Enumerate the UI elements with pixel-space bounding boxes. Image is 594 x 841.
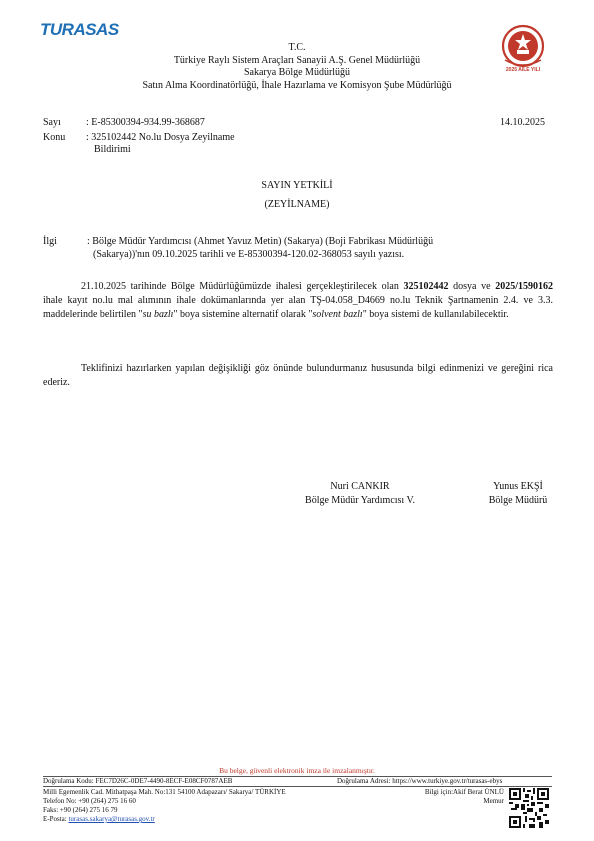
- header-company: Türkiye Raylı Sistem Araçları Sanayii A.Ş. Genel Müdürlüğü: [173, 54, 421, 66]
- footer-address: Milli Egemenlik Cad. Mithatpaşa Mah. No:131 54100 Adapazarı/ Sakarya/ TÜRKİYE: [43, 788, 286, 796]
- header-department: Satın Alma Koordinatörlüğü, İhale Hazırlama ve Komisyon Şube Müdürlüğü: [142, 79, 452, 91]
- konu-label: Konu: [43, 132, 66, 143]
- email-link[interactable]: turasas.sakarya@turasas.gov.tr: [68, 815, 155, 823]
- ilgi-line-2: (Sakarya))'nın 09.10.2025 tarihli ve E-85300394-120.02-368053 sayılı yazısı.: [93, 249, 405, 260]
- qr-code-icon: [509, 788, 549, 828]
- p1-text-c: ihale kayıt no.lu mal alımının ihale dokümanlarında yer alan TŞ-04.058_D4669 no.lu Teknik Şartnamenin 2.4. ve 3.3. maddelerinde belirtilen ": [43, 295, 553, 320]
- verification-address: Doğrulama Adresi: https://www.turkiye.gov.tr/turasas-ebys: [337, 777, 503, 785]
- signer-title: Bölge Müdürü: [488, 495, 548, 506]
- solvent-bazli: solvent bazlı: [312, 309, 363, 320]
- zeyilname-title: (ZEYİLNAME): [264, 199, 330, 210]
- verification-code: Doğrulama Kodu: FEC7D26C-0DE7-4490-8ECF-E08CF0787AEB: [43, 777, 233, 785]
- ihale-kayit-no: 2025/1590162: [495, 281, 553, 292]
- dosya-no: 325102442: [403, 281, 449, 292]
- turasas-logo: TURASAS: [40, 20, 119, 39]
- signer-name: Yunus EKŞİ: [493, 481, 543, 492]
- document-date: 14.10.2025: [500, 117, 545, 128]
- su-bazli: su bazlı: [142, 309, 174, 320]
- signer-name: Nuri CANKIR: [330, 481, 390, 492]
- document-header: [0, 42, 594, 92]
- e-signature-notice: Bu belge, güvenli elektronik imza ile imzalanmıştır.: [219, 766, 375, 775]
- footer-phone: Telefon No: +90 (264) 275 16 60: [43, 797, 136, 805]
- signer-title: Bölge Müdür Yardımcısı V.: [305, 495, 415, 506]
- signature-director: [468, 480, 568, 508]
- p1-text-d: " boya sistemine alternatif olarak ": [173, 309, 313, 320]
- body-paragraph-1: [43, 280, 553, 322]
- header-region: Sakarya Bölge Müdürlüğü: [243, 67, 351, 78]
- footer-fax: Faks: +90 (264) 275 16 79: [43, 806, 118, 814]
- contact-person: Bilgi için:Akif Berat ÜNLÜ: [424, 788, 504, 796]
- sayi-value: : E-85300394-934.99-368687: [86, 117, 205, 128]
- body-paragraph-2: Teklifinizi hazırlarken yapılan değişikliği göz önünde bulundurmanız hususunda bilgi edinmenizi ve gereğini rica ederiz.: [43, 363, 553, 388]
- p1-text-e: " boya sistemi de kullanılabilecektir.: [362, 309, 509, 320]
- konu-value: : 325102442 No.lu Dosya Zeyilname: [86, 132, 235, 143]
- ilgi-label: İlgi: [43, 236, 57, 247]
- contact-title: Memur: [483, 797, 504, 805]
- konu-value-cont: Bildirimi: [94, 144, 131, 155]
- signature-deputy: [285, 480, 435, 508]
- p1-text-a: 21.10.2025 tarihinde Bölge Müdürlüğümüzde ihalesi gerçekleştirilecek olan: [81, 281, 404, 292]
- footer-divider-bottom: [43, 786, 552, 787]
- seal-caption: 2025 AİLE YILI: [505, 67, 541, 73]
- sayi-label: Sayı: [43, 117, 61, 128]
- p1-text-b: dosya ve: [448, 281, 496, 292]
- header-tc: T.C.: [288, 42, 306, 53]
- ilgi-line-1: : Bölge Müdür Yardımcısı (Ahmet Yavuz Metin) (Sakarya) (Boji Fabrikası Müdürlüğü: [87, 236, 434, 247]
- addressee-title: SAYIN YETKİLİ: [261, 180, 333, 191]
- footer-email: [43, 815, 155, 823]
- email-label: E-Posta:: [43, 815, 69, 823]
